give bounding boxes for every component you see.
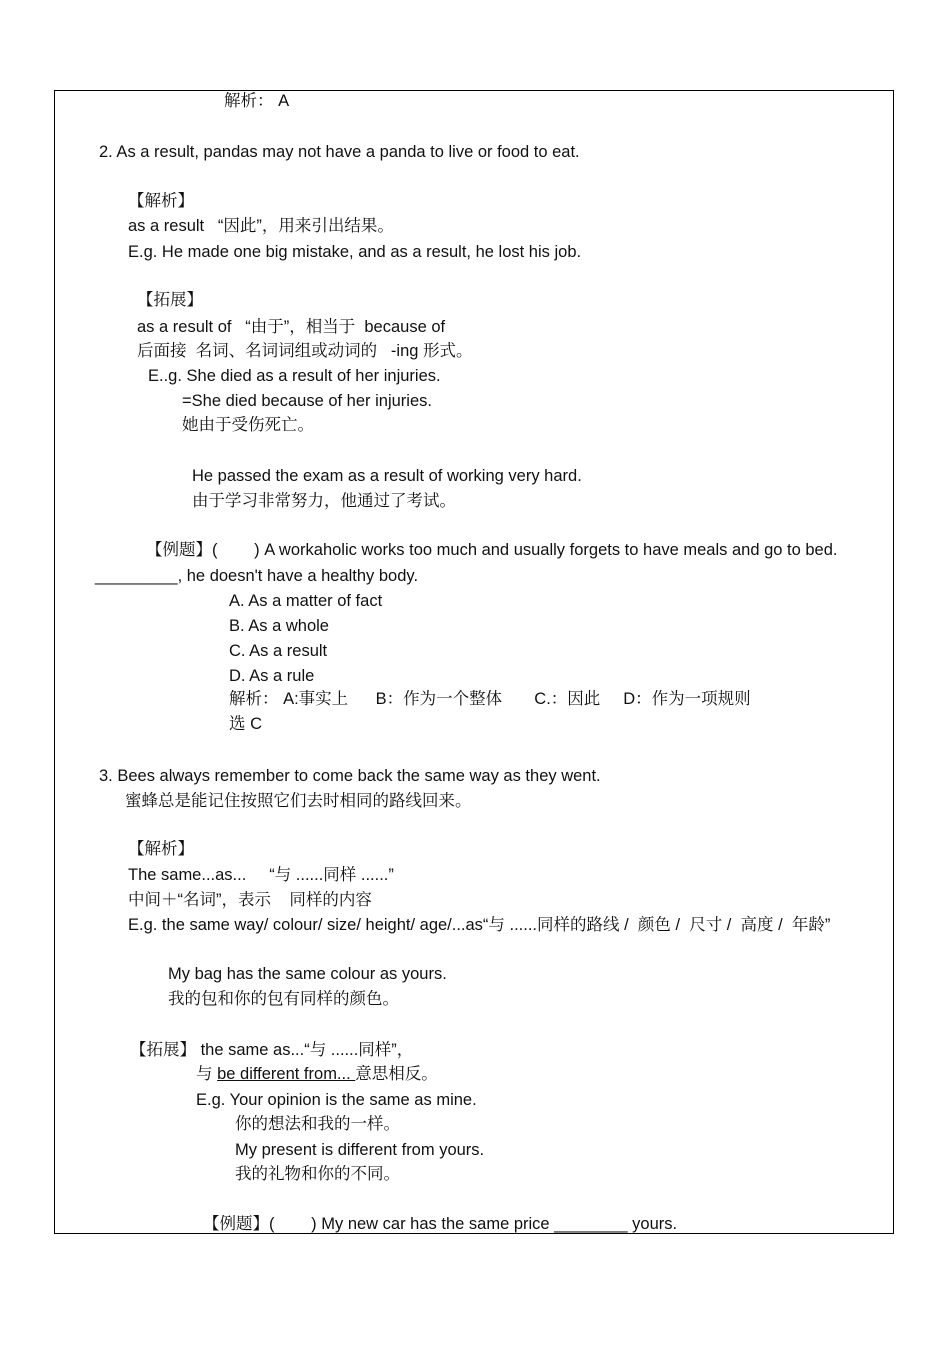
- example-line: My present is different from yours.: [235, 1141, 485, 1159]
- example-line: E.g. the same way/ colour/ size/ height/ age/...as“与 ......同样的路线 / 颜色 / 尺寸 / 高度 / 年龄”: [128, 916, 831, 934]
- option-b: B. As a whole: [229, 617, 329, 635]
- answer-explanation: 解析： A:事实上 B：作为一个整体 C.：因此 D：作为一项规则: [229, 690, 751, 708]
- exercise-question: 【例题】( ) A workaholic works too much and usually forgets to have meals and go to bed.: [146, 541, 838, 559]
- analysis-line: 中间＋“名词”，表示 同样的内容: [128, 891, 372, 909]
- exercise-question: 【例题】( ) My new car has the same price ________ yours.: [203, 1215, 678, 1233]
- exercise-question-cont: _________, he doesn't have a healthy body.: [95, 567, 419, 585]
- example-line: E.g. Your opinion is the same as mine.: [196, 1091, 477, 1109]
- extension-prefix: 与: [196, 1065, 218, 1083]
- underlined-phrase: be different from...: [217, 1065, 356, 1083]
- extension-line: 【拓展】 the same as...“与 ......同样”，: [130, 1041, 414, 1059]
- example-line: E.g. He made one big mistake, and as a result, he lost his job.: [128, 243, 582, 261]
- option-c: C. As a result: [229, 642, 328, 660]
- analysis-line: as a result “因此”，用来引出结果。: [128, 217, 394, 235]
- translation-line: 我的包和你的包有同样的颜色。: [168, 990, 399, 1008]
- extension-heading: 【拓展】: [137, 291, 203, 309]
- extension-line: as a result of “由于”，相当于 because of: [137, 318, 446, 336]
- sentence-3: 3. Bees always remember to come back the same way as they went.: [99, 767, 601, 785]
- extension-suffix: 意思相反。: [355, 1065, 438, 1083]
- extension-line: 后面接 名词、名词词组或动词的 -ing 形式。: [137, 342, 473, 360]
- translation-line: 你的想法和我的一样。: [235, 1115, 400, 1133]
- analysis-line: The same...as... “与 ......同样 ......”: [128, 866, 394, 884]
- analysis-heading: 【解析】: [128, 840, 194, 858]
- answer-choice: 选 C: [229, 715, 262, 733]
- extension-line: [196, 1064, 438, 1084]
- example-line: E..g. She died as a result of her injuries.: [148, 367, 441, 385]
- translation-line: 蜜蜂总是能记住按照它们去时相同的路线回来。: [125, 792, 472, 810]
- example-line: He passed the exam as a result of working very hard.: [192, 467, 582, 485]
- example-line: =She died because of her injuries.: [182, 392, 432, 410]
- answer-line-1: 解析： A: [224, 92, 290, 110]
- translation-line: 我的礼物和你的不同。: [235, 1165, 400, 1183]
- analysis-heading: 【解析】: [128, 192, 194, 210]
- option-a: A. As a matter of fact: [229, 592, 383, 610]
- translation-line: 她由于受伤死亡。: [182, 416, 314, 434]
- example-line: My bag has the same colour as yours.: [168, 965, 447, 983]
- option-d: D. As a rule: [229, 667, 315, 685]
- translation-line: 由于学习非常努力，他通过了考试。: [192, 492, 456, 510]
- sentence-2: 2. As a result, pandas may not have a panda to live or food to eat.: [99, 143, 580, 161]
